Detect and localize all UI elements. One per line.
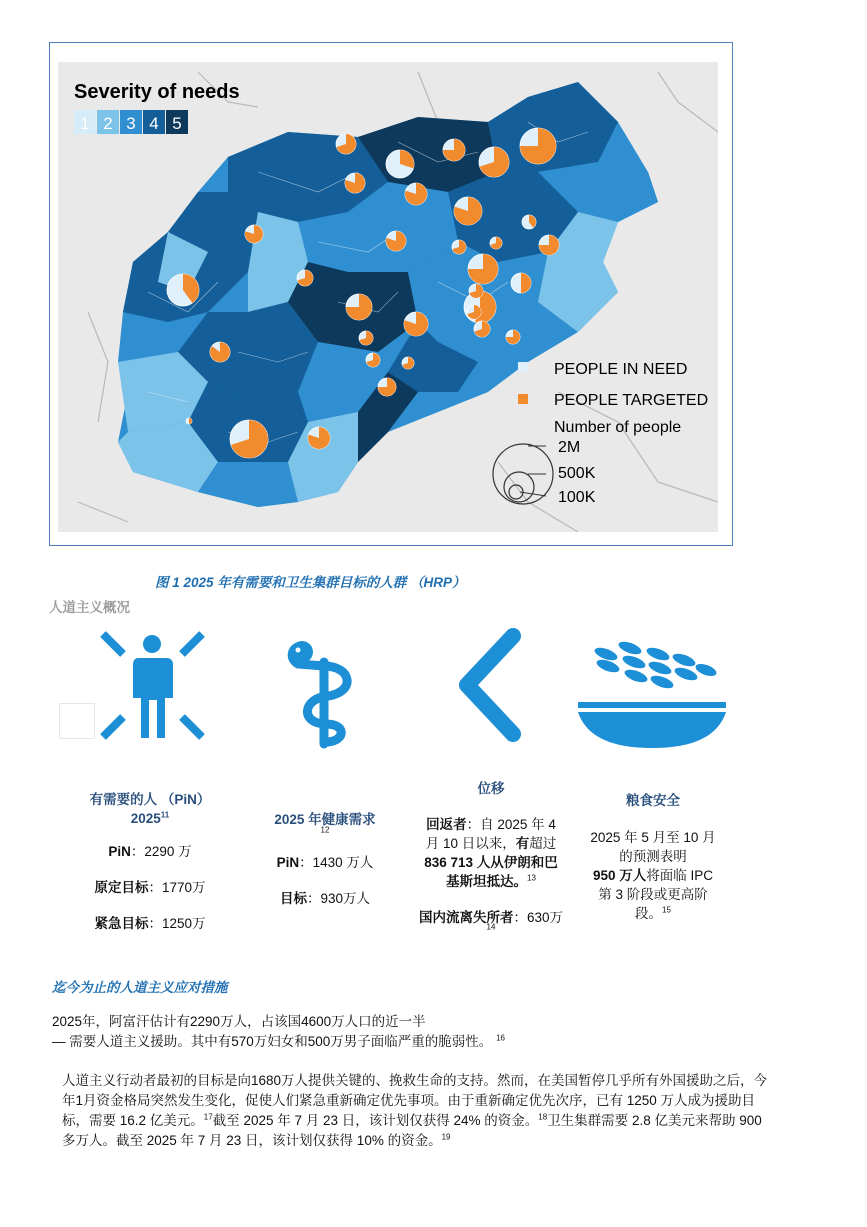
footnote-13: 13	[527, 873, 536, 883]
idp-value: ：630万	[513, 910, 564, 925]
severity-level-3-label: 3	[126, 114, 136, 133]
response-p2-line3c: 卫生集群需要 2.8 亿美元来帮助 900	[547, 1113, 762, 1128]
response-heading: 迄今为止的人道主义应对措施	[52, 980, 228, 995]
footnote-18: 18	[538, 1112, 548, 1122]
pin-heading-year: 2025	[130, 811, 161, 826]
food-line-1: 2025 年 5 月至 10 月	[590, 830, 716, 845]
response-paragraph-1	[52, 1012, 832, 1052]
scale-leader-lines	[520, 446, 546, 496]
footnote-11: 11	[160, 810, 170, 820]
scale-label-100k: 100K	[558, 489, 596, 506]
response-p2-line1: 人道主义行动者最初的目标是向1680万人提供关键的、挽救生命的支持。然而，在美国暂停几乎所有外国援助之后，今	[62, 1073, 768, 1088]
food-line-5: 段。	[635, 906, 663, 921]
health-pin-value: ：1430 万人	[299, 855, 374, 870]
afghanistan-severity-map	[58, 62, 718, 532]
footnote-19: 19	[441, 1132, 451, 1142]
people-targeted-swatch	[518, 394, 528, 404]
severity-legend-boxes	[74, 110, 188, 134]
response-p1-line1: 2025年，阿富汗估计有2290万人，占该国4600万人口的近一半	[52, 1014, 426, 1029]
scale-label-500k: 500K	[558, 465, 596, 482]
food-line-4: 第 3 阶段或更高阶	[598, 887, 708, 902]
response-p2-line3a: 标，需要 16.2 亿美元。	[62, 1113, 204, 1128]
idp-label: 国内流离失所者	[418, 910, 514, 925]
image-placeholder-box	[59, 703, 95, 739]
health-target-label: 目标	[279, 891, 307, 906]
response-p2-line2: 年1月资金格局突然发生变化，促使人们紧急重新确定优先事项。由于重新确定优先次序，已有 1250 万人成为援助目	[62, 1093, 756, 1108]
original-target-label: 原定目标	[94, 880, 149, 895]
urgent-target-label: 紧急目标	[94, 916, 149, 931]
response-p2-line3b: 截至 2025 年 7 月 23 日，该计划仅获得 24% 的资金。	[212, 1113, 539, 1128]
food-security-column	[578, 791, 728, 923]
person-in-need-icon	[95, 628, 210, 743]
number-of-people-label: Number of people	[554, 419, 682, 436]
food-line-3: 将面临 IPC	[646, 868, 714, 883]
scale-circle-500k	[504, 472, 534, 502]
displacement-heading: 位移	[477, 781, 505, 796]
returnees-label: 回返者	[426, 817, 467, 832]
returnees-bold-b: 有	[515, 836, 530, 851]
urgent-target-value: ：1250万	[148, 916, 206, 931]
section-title: 人道主义概况	[49, 600, 130, 615]
figure-caption: 图 1 2025 年有需要和卫生集群目标的人群 （HRP）	[155, 575, 466, 590]
response-p2-line4: 多万人。截至 2025 年 7 月 23 日，该计划仅获得 10% 的资金。	[62, 1133, 442, 1148]
footnote-12: 12	[320, 825, 330, 835]
severity-level-4-label: 4	[149, 114, 159, 133]
returnees-bold-d: 基斯坦抵达。	[446, 874, 528, 889]
severity-legend-title: Severity of needs	[74, 81, 240, 103]
returnees-text-b: 月 10 日以来，	[425, 836, 516, 851]
response-paragraph-2	[62, 1071, 842, 1151]
footnote-14: 14	[486, 922, 496, 932]
health-staff-icon	[284, 632, 366, 750]
food-security-bowl-icon	[578, 636, 726, 750]
food-line-2: 的预测表明	[619, 849, 687, 864]
displacement-arrow-icon	[455, 628, 525, 743]
response-p1-line2: — 需要人道主义援助。其中有570万妇女和500万男子面临严重的脆弱性。	[52, 1034, 493, 1049]
severity-level-5-label: 5	[172, 114, 182, 133]
people-targeted-label: PEOPLE TARGETED	[554, 392, 709, 409]
scale-label-2m: 2M	[558, 439, 581, 456]
health-pin-label: PiN	[276, 855, 300, 870]
displacement-column	[408, 779, 574, 935]
severity-level-2-label: 2	[103, 114, 113, 133]
footnote-17: 17	[203, 1112, 213, 1122]
pin-column	[70, 790, 230, 933]
people-in-need-swatch	[518, 362, 528, 372]
health-column	[250, 810, 400, 908]
pin-label: PiN	[108, 844, 131, 859]
food-security-heading: 粮食安全	[626, 793, 680, 808]
health-target-value: ：930万人	[306, 891, 371, 906]
people-in-need-label: PEOPLE IN NEED	[554, 361, 688, 378]
footnote-15: 15	[662, 905, 671, 915]
pin-value: ：2290 万	[130, 844, 192, 859]
health-heading: 2025 年健康需求	[274, 812, 376, 827]
people-legend	[493, 361, 708, 506]
returnees-text-a: ：自 2025 年 4	[466, 817, 556, 832]
pin-heading-line1: 有需要的人 （PiN）	[89, 792, 211, 807]
severity-level-1-label: 1	[80, 114, 90, 133]
footnote-16: 16	[496, 1033, 505, 1043]
food-bold-people: 950 万人	[592, 868, 647, 883]
returnees-bold-c: 836 713 人从伊朗和巴	[424, 855, 558, 870]
returnees-text-b2: 超过	[529, 836, 557, 851]
original-target-value: ：1770万	[148, 880, 206, 895]
